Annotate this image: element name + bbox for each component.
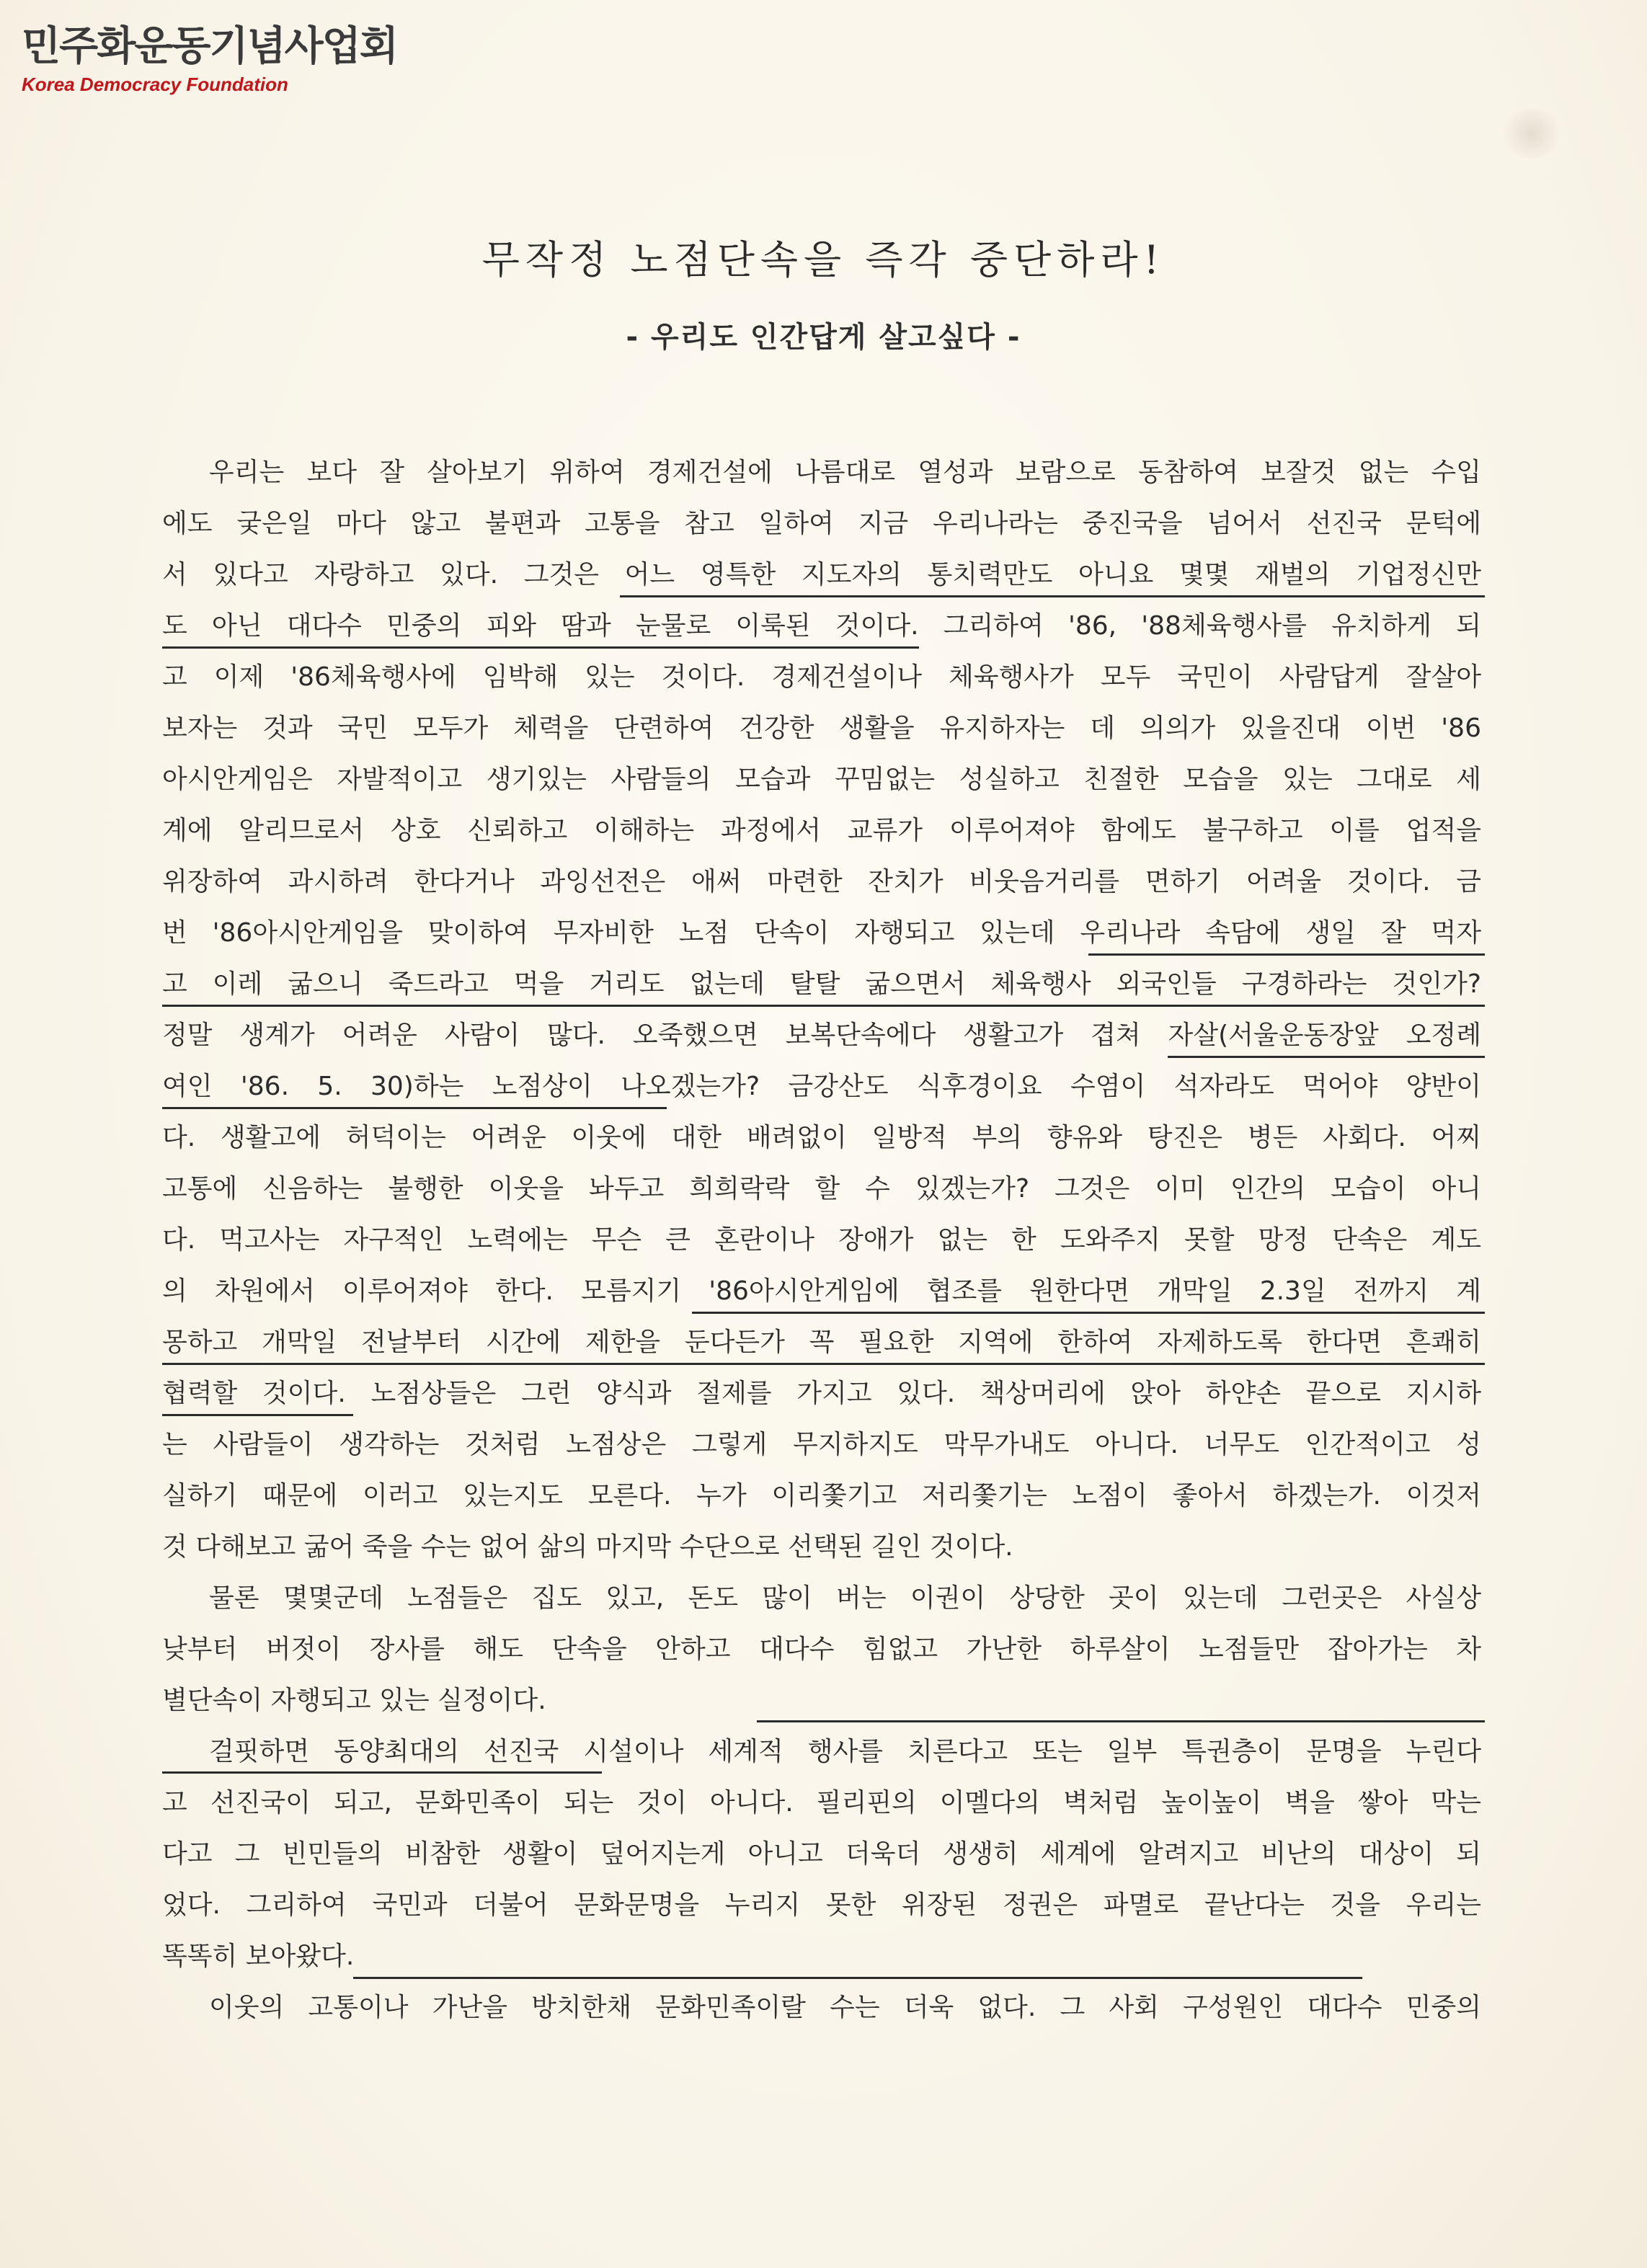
text-line: 의 차원에서 이루어져야 한다. 모름지기 '86아시안게임에 협조를 원한다면 개막일 2.3일 전까지 계 — [162, 1276, 1481, 1306]
text-line: 다. 먹고사는 자구적인 노력에는 무슨 큰 혼란이나 장애가 없는 한 도와주지 못할 망정 단속은 계도 — [162, 1225, 1481, 1255]
handwritten-underline — [162, 1363, 1485, 1365]
text-line: 는 사람들이 생각하는 것처럼 노점상은 그렇게 무지하지도 막무가내도 아니다. 너무도 인간적이고 성 — [162, 1430, 1481, 1459]
handwritten-underline — [162, 1771, 602, 1774]
text-line: 걸핏하면 동양최대의 선진국 시설이나 세계적 행사를 치른다고 또는 일부 특권층이 문명을 누린다 — [209, 1737, 1481, 1766]
text-line: 서 있다고 자랑하고 있다. 그것은 어느 영특한 지도자의 통치력만도 아니요 몇몇 재벌의 기업정신만 — [162, 560, 1481, 590]
text-line: 정말 생계가 어려운 사람이 많다. 오죽했으면 보복단속에다 생활고가 겹쳐 자살(서울운동장앞 오정례 — [162, 1020, 1481, 1050]
handwritten-underline — [1088, 953, 1485, 956]
document-title: 무작정 노점단속을 즉각 중단하라! — [481, 237, 1166, 283]
handwritten-underline — [162, 646, 919, 649]
handwritten-underline — [620, 595, 1485, 597]
handwritten-underline — [162, 1107, 667, 1109]
document-subtitle: - 우리도 인간답게 살고싶다 - — [626, 321, 1021, 354]
text-line: 었다. 그리하여 국민과 더불어 문화문명을 누리지 못한 위장된 정권은 파멸로 끝난다는 것을 우리는 — [162, 1890, 1481, 1920]
text-line: 번 '86아시안게임을 맞이하여 무자비한 노점 단속이 자행되고 있는데 우리나라 속담에 생일 잘 먹자 — [162, 918, 1481, 948]
text-line: 똑똑히 보아왔다. — [162, 1942, 355, 1971]
text-line: 고 이제 '86체육행사에 임박해 있는 것이다. 경제건설이나 체육행사가 모두 국민이 사람답게 잘살아 — [162, 662, 1481, 692]
handwritten-underline — [162, 1414, 353, 1416]
text-line: 위장하여 과시하려 한다거나 과잉선전은 애써 마련한 잔치가 비웃음거리를 면하기 어려울 것이다. 금 — [162, 867, 1481, 897]
text-line: 도 아닌 대다수 민중의 피와 땀과 눈물로 이룩된 것이다. 그리하여 '86, '88체육행사를 유치하게 되 — [162, 611, 1481, 641]
handwritten-underline — [162, 1005, 1485, 1007]
text-line: 협력할 것이다. 노점상들은 그런 양식과 절제를 가지고 있다. 책상머리에 앉아 하얀손 끝으로 지시하 — [162, 1379, 1481, 1408]
text-line: 고 선진국이 되고, 문화민족이 되는 것이 아니다. 필리핀의 이멜다의 벽처럼 높이높이 벽을 쌓아 막는 — [162, 1788, 1481, 1818]
text-line: 에도 궂은일 마다 않고 불편과 고통을 참고 일하여 지금 우리나라는 중진국을 넘어서 선진국 문턱에 — [162, 509, 1481, 538]
text-line: 별단속이 자행되고 있는 실정이다. — [162, 1686, 546, 1715]
text-line: 다고 그 빈민들의 비참한 생활이 덮어지는게 아니고 더욱더 생생히 세계에 알려지고 비난의 대상이 되 — [162, 1839, 1481, 1869]
text-line: 실하기 때문에 이러고 있는지도 모른다. 누가 이리쫓기고 저리쫓기는 노점이 좋아서 하겠는가. 이것저 — [162, 1481, 1481, 1511]
text-line: 보자는 것과 국민 모두가 체력을 단련하여 건강한 생활을 유지하자는 데 의의가 있을진대 이번 '86 — [162, 713, 1481, 743]
text-line: 몽하고 개막일 전날부터 시간에 제한을 둔다든가 꼭 필요한 지역에 한하여 자제하도록 한다면 흔쾌히 — [162, 1328, 1481, 1357]
text-line: 이웃의 고통이나 가난을 방치한채 문화민족이랄 수는 더욱 없다. 그 사회 구성원인 대다수 민중의 — [209, 1993, 1481, 2022]
text-line: 계에 알리므로서 상호 신뢰하고 이해하는 과정에서 교류가 이루어져야 함에도 불구하고 이를 업적을 — [162, 816, 1481, 845]
handwritten-underline — [757, 1720, 1485, 1722]
text-line: 물론 몇몇군데 노점들은 집도 있고, 돈도 많이 버는 이권이 상당한 곳이 있는데 그런곳은 사실상 — [209, 1583, 1481, 1613]
text-line: 아시안게임은 자발적이고 생기있는 사람들의 모습과 꾸밈없는 성실하고 친절한 모습을 있는 그대로 세 — [162, 765, 1481, 794]
text-line: 것 다해보고 굶어 죽을 수는 없어 삶의 마지막 수단으로 선택된 길인 것이다. — [162, 1532, 1013, 1562]
text-line: 고통에 신음하는 불행한 이웃을 놔두고 희희락락 할 수 있겠는가? 그것은 이미 인간의 모습이 아니 — [162, 1174, 1481, 1204]
text-line: 여인 '86. 5. 30)하는 노점상이 나오겠는가? 금강산도 식후경이요 수염이 석자라도 먹어야 양반이 — [162, 1072, 1481, 1101]
text-line: 다. 생활고에 허덕이는 어려운 이웃에 대한 배려없이 일방적 부의 향유와 탕진은 병든 사회다. 어찌 — [162, 1123, 1481, 1152]
handwritten-underline — [1168, 1056, 1485, 1058]
text-line: 우리는 보다 잘 살아보기 위하여 경제건설에 나름대로 열성과 보람으로 동참하여 보잘것 없는 수입 — [209, 458, 1481, 487]
handwritten-underline — [353, 1977, 1362, 1979]
logo-korean-text: 민주화운동기념사업회 — [22, 23, 397, 70]
text-line: 고 이레 굶으니 죽드라고 먹을 거리도 없는데 탈탈 굶으면서 체육행사 외국인들 구경하라는 것인가? — [162, 969, 1481, 999]
text-line: 낮부터 버젓이 장사를 해도 단속을 안하고 대다수 힘없고 가난한 하루살이 노점들만 잡아가는 차 — [162, 1635, 1481, 1664]
logo-english-text: Korea Democracy Foundation — [22, 74, 288, 95]
handwritten-underline — [692, 1312, 1485, 1314]
